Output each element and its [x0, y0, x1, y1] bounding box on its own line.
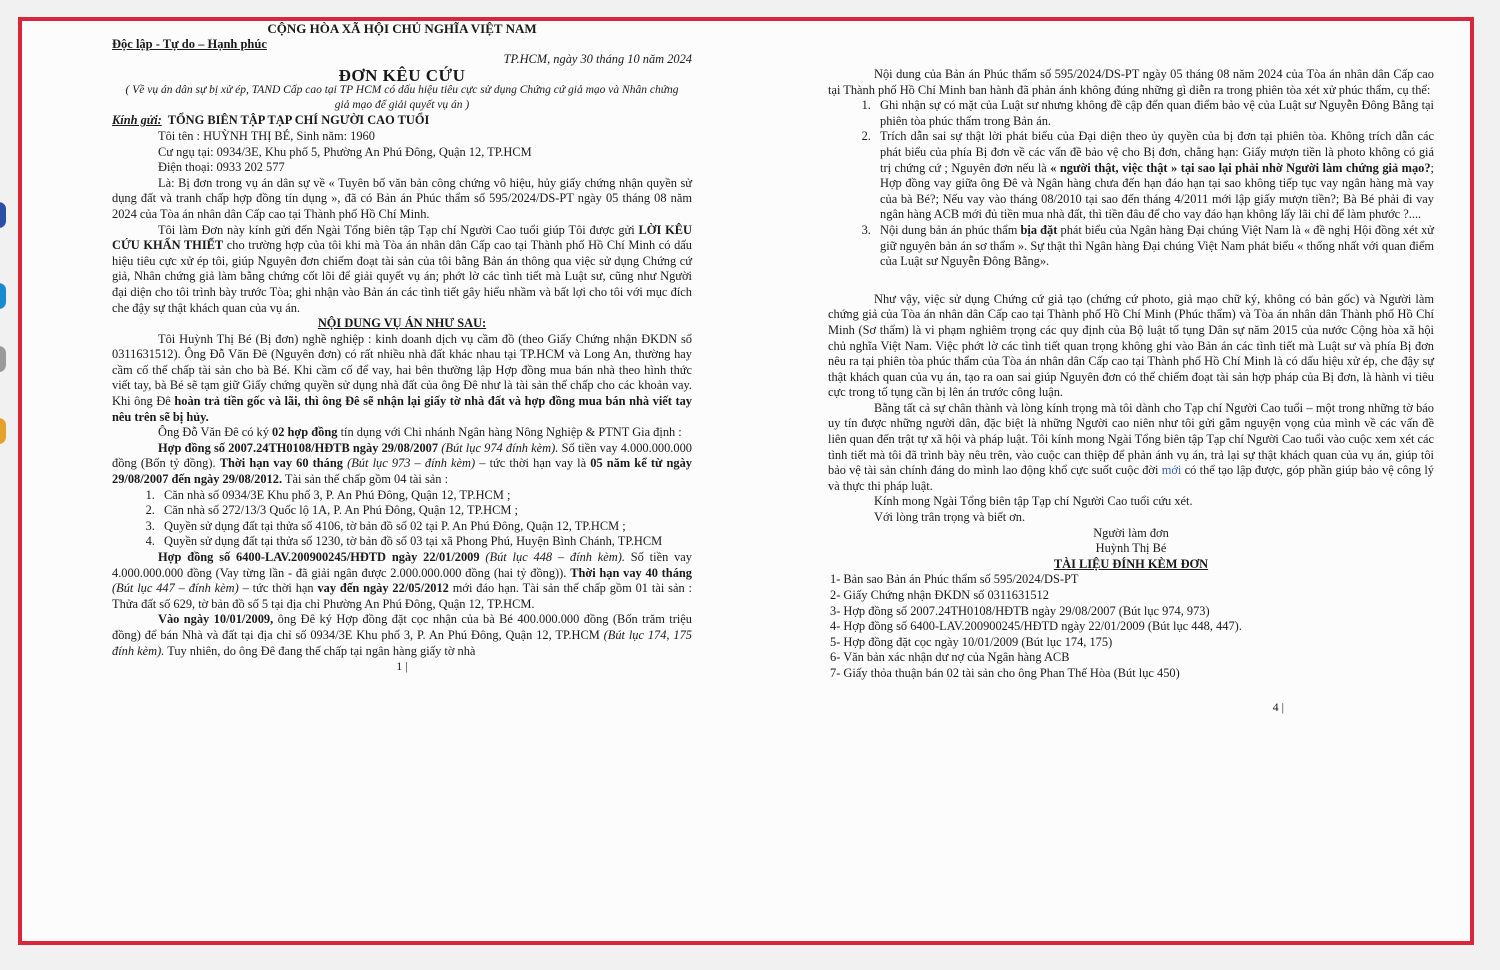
contract-1-assets-intro: Tài sản thế chấp gồm 04 tài sản :	[284, 472, 449, 487]
page-number: 1 |	[396, 659, 408, 674]
contract-1-amount: Số tiền vay 4.000.000.000 đồng (Bốn tỷ đồng).	[112, 440, 692, 471]
paragraph-4-text-a: Ông Đỗ Văn Đê có ký	[158, 425, 269, 440]
paragraph-4	[112, 425, 692, 441]
side-dot-blue	[0, 202, 6, 228]
issue-3-text-c: phát biểu của Ngân hàng Đại chúng Việt Nam là « đề nghị Hội đồng xét xử giữ nguyên bản án sơ thẩm ». Sự thật thì Ngân hàng Đại chúng Việt Nam phát biểu « thống nhất với quan điểm của Luật sư Nguyễn Đông Bằng».	[880, 222, 1434, 269]
recipient-label: Kính gửi:	[112, 113, 162, 128]
deposit-date: Vào ngày 10/01/2009,	[158, 612, 274, 627]
attachment-item: 6- Văn bản xác nhận dư nợ của Ngân hàng ACB	[830, 650, 1070, 665]
contract-1-period: 05 năm kể từ ngày 29/08/2007 đến ngày 29/08/2012.	[112, 456, 692, 487]
attachment-item: 2- Giấy Chứng nhận ĐKDN số 0311631512	[830, 588, 1049, 602]
issue-item	[874, 129, 1434, 223]
contract-2-term: Thời hạn vay 40 tháng	[570, 565, 692, 580]
attachment-item: 7- Giấy thỏa thuận bán 02 tài sản cho ông Phan Thế Hòa (Bút lục 450)	[830, 665, 1180, 680]
paragraph-2-text-c: cho trường hợp của tôi khi mà Tòa án nhân dân Cấp cao tại Thành phố Hồ Chí Minh có dấu hiệu tiêu cực xử ép tôi, giúp Nguyên đơn chiếm đoạt tài sản của tôi bằng Bản án thông qua việc sử dụng Chứng cứ giả, Nhân chứng giả làm bằng chứng cốt lõi để giải quyết vụ án; phớt lờ các tình tiết mà Luật sư, cũng như Người đại diện cho tôi trình bày trước Tòa; ghi nhận vào Bản án các tình tiết gây hiểu nhầm và bất lợi cho tôi với mục đích che đậy sự thật khách quan của vụ án.	[112, 238, 692, 315]
attachment-item: 1- Bản sao Bản án Phúc thẩm số 595/2024/DS-PT	[830, 572, 1079, 587]
document-title: ĐƠN KÊU CỨU	[338, 65, 466, 85]
paragraph-3-emphasis: hoàn trả tiền gốc và lãi, thì ông Đê sẽ nhận lại giấy tờ nhà đất và hợp đồng mua bán nhà viết tay nêu trên sẽ bị hủy.	[112, 394, 692, 424]
name-line: Tôi tên : HUỲNH THỊ BÉ, Sinh năm: 1960	[158, 128, 375, 143]
attachment-item: 5- Hợp đồng đặt cọc ngày 10/01/2009 (Bút lục 174, 175)	[830, 634, 1113, 649]
page-1	[112, 21, 692, 675]
contract-2	[112, 550, 692, 612]
request-text-a: Bằng tất cả sự chân thành và lòng kính trọng mà tôi dành cho Tạp chí Người Cao tuổi – một trong những tờ báo uy tín được những người dân, đặc biệt là những Người cao niên như tôi gửi gắm nguyện vọng của mình về các vấn đề liên quan đến trật tự xã hội và pháp luật. Tôi kính mong Ngài Tổng biên tập Tạp chí Người Cao tuổi vào cuộc xem xét các tình tiết mà tôi đã trình bày nêu trên, vào cuộc can thiệp để phản ánh vụ án, trả lại sự thật khách quan của vụ án, giúp tôi bảo vệ tài sản chính đáng do mình lao động khổ cực suốt cuộc đời	[828, 400, 1434, 478]
asset-item: 4. Quyền sử dụng đất tại thửa số 1230, tờ bản đồ số 03 tại xã Phong Phú, Huyện Bình Chánh, TP.HCM	[158, 534, 692, 550]
document-subtitle: ( Về vụ án dân sự bị xử ép, TAND Cấp cao tại TP HCM có dấu hiệu tiêu cực sử dụng Chứng cứ giả mạo và Nhân chứng giả mạo để giải quyết vụ án )	[125, 84, 679, 112]
paragraph-3-text: Tôi Huỳnh Thị Bé (Bị đơn) nghề nghiệp : kinh doanh dịch vụ cầm đồ (theo Giấy Chứng nhận ĐKDN số 0311631512). Ông Đỗ Văn Đê (Nguyên đơn) có rất nhiều nhà đất khác nhau tại TP.HCM và Long An, thường hay cầm cố thế chấp tài sản cho bà Bé. Khi cầm cố để vay, hai bên thường lập Hợp đồng mua bán nhà theo hình thức viết tay, bà Bé sẽ tạm giữ Giấy chứng quyền sử dụng nhà đất của ông Đê như là tài sản thế chấp cho các khoản vay. Khi ông Đê	[112, 331, 692, 409]
contract-2-period: vay đến ngày 22/05/2012	[317, 581, 449, 596]
assets-list	[112, 488, 692, 550]
closing-line-2: Với lòng trân trọng và biết ơn.	[874, 510, 1026, 525]
deposit-ref: (Bút lục 174, 175 đính kèm).	[112, 627, 692, 658]
asset-item: 2. Căn nhà số 272/13/3 Quốc lộ 1A, P. An Phú Đông, Quận 12, TP.HCM ;	[158, 503, 692, 519]
attachments-title: TÀI LIỆU ĐÍNH KÈM ĐƠN	[1053, 556, 1209, 571]
contract-2-details: mới đáo hạn. Tài sản thế chấp gồm 01 tài sản : Thửa đất số 629, tờ bản đồ số 5 tại địa chỉ Phường An Phú Đông, Quận 12, TP.HCM.	[112, 581, 692, 611]
contract-1-text: – tức thời hạn vay là	[479, 456, 587, 471]
page-4	[828, 67, 1434, 715]
contract-2-term-ref: (Bút lục 447 – đính kèm)	[112, 581, 239, 596]
address-line: Cư ngụ tại: 0934/3E, Khu phố 5, Phường An Phú Đông, Quận 12, TP.HCM	[158, 144, 532, 159]
side-dot-orange	[0, 418, 6, 444]
document-frame	[18, 17, 1474, 945]
issue-3-emphasis: bịa đặt	[1020, 222, 1058, 237]
phone-line: Điện thoại: 0933 202 577	[158, 160, 285, 175]
paragraph-1: Là: Bị đơn trong vụ án dân sự về « Tuyên bố văn bản công chứng vô hiệu, hủy giấy chứng nhận quyền sử dụng đất và tranh chấp hợp đồng tín dụng », đã có Bản án Phúc thẩm số 595/2024/DS-PT ngày 05 tháng 08 năm 2024 của Tòa án nhân dân Cấp cao tại Thành phố Hồ Chí Minh.	[112, 175, 692, 221]
request-paragraph	[828, 401, 1434, 495]
deposit-paragraph	[112, 612, 692, 659]
paragraph-2-emphasis: LỜI KÊU CỨU KHẨN THIẾT	[112, 222, 692, 253]
issue-2-text-a: Trích dẫn sai sự thật lời phát biểu của Đại diện theo ủy quyền của bị đơn tại phiên tòa. Không trích dẫn các phát biểu của phía Bị đơn về các vấn đề bảo vệ cho Bị đơn, chẳng hạn: Giấy mượn tiền là photo không có giá trị chứng cứ ; Nguyên đơn nếu là	[880, 129, 1434, 175]
nation-header: CỘNG HÒA XÃ HỘI CHỦ NGHĨA VIỆT NAM	[267, 21, 537, 36]
deposit-text: ông Đê ký Hợp đồng đặt cọc nhận của bà Bé 400.000.000 đồng (Bốn trăm triệu đồng) để bán Nhà và đất tại địa chỉ số 0934/3E Khu phố 3, P. An Phú Đông, Quận 12, TP.HCM	[112, 612, 692, 642]
request-highlight: mới	[1161, 463, 1182, 478]
asset-item: 3. Quyền sử dụng đất tại thửa số 4106, tờ bản đồ số 02 tại P. An Phú Đông, Quận 12, TP.HCM ;	[158, 519, 692, 535]
closing-line-1: Kính mong Ngài Tổng biên tập Tạp chí Người Cao tuổi cứu xét.	[874, 494, 1193, 509]
signer-label: Người làm đơn	[1093, 525, 1169, 540]
issue-2-emphasis: « người thật, việc thật » tại sao lại phải nhờ Người làm chứng giả mạo?	[1050, 160, 1431, 175]
contract-2-title: Hợp đồng số 6400-LAV.200900245/HĐTD ngày 22/01/2009	[158, 550, 480, 564]
paragraph-4-emphasis: 02 hợp đồng	[272, 425, 338, 440]
conclusion-paragraph: Như vậy, việc sử dụng Chứng cứ giả tạo (chứng cứ photo, giả mạo chữ ký, không có bản gốc) và Người làm chứng giả của Tòa án nhân dân Cấp cao tại Thành phố Hồ Chí Minh (Phúc thẩm) và Tòa án nhân dân Thành phố Hồ Chí Minh (Sơ thẩm) là vi phạm nghiêm trọng các quy định của Bộ luật tố tụng Dân sự năm 2015 của nước Cộng hòa xã hội chủ nghĩa Việt Nam. Việc phớt lờ các tình tiết quan trọng không ghi vào Bản án các tình tiết mà Luật sư và phía Bị đơn nêu ra tại phiên tòa phúc thẩm của Tòa án nhân dân Cấp cao tại Thành phố Hồ Chí Minh là có dấu hiệu xử ép, che đậy sự thật khách quan của vụ án, tạo ra oan sai giúp Nguyên đơn có thể chiếm đoạt tài sản hợp pháp của Bị đơn, là hành vi tiêu cực trong tố tụng cần bị lên án trước công luận.	[828, 291, 1434, 400]
intro-paragraph: Nội dung của Bản án Phúc thẩm số 595/2024/DS-PT ngày 05 tháng 08 năm 2024 của Tòa án nhân dân Cấp cao tại Thành phố Hồ Chí Minh ban hành đã phản ánh không đúng những gì diễn ra trong phiên tòa xét xử phúc thẩm, cụ thể:	[828, 67, 1434, 97]
paragraph-2	[112, 223, 692, 317]
motto: Độc lập - Tự do – Hạnh phúc	[112, 36, 267, 51]
issue-2-text-c: ; Hợp đồng vay giữa ông Đê và Ngân hàng chưa đến hạn đáo hạn tại sao không tiếp tục vay ngân hàng mà vay của bà Bé?; Nếu vay vào tháng 08/2010 tại sao đến tháng 4/2011 mới lập giấy mượn tiền?; Bà Bé phải đi vay ngân hàng ACB mới đủ tiền mua nhà đất, thì tiền đâu để cho vay đáo hạn không lấy lãi chỉ để làm phước ?....	[880, 160, 1434, 222]
dateline: TP.HCM, ngày 30 tháng 10 năm 2024	[503, 52, 692, 67]
recipient	[112, 113, 692, 129]
deposit-continue: Tuy nhiên, do ông Đê đang thế chấp tại ngân hàng giấy tờ nhà	[167, 643, 476, 658]
signer-name: Huỳnh Thị Bé	[1095, 541, 1167, 556]
recipient-name: TỔNG BIÊN TẬP TẠP CHÍ NGƯỜI CAO TUỔI	[167, 113, 430, 128]
contract-2-ref: (Bút lục 448 – đính kèm).	[485, 550, 625, 564]
asset-item: 1. Căn nhà số 0934/3E Khu phố 3, P. An Phú Đông, Quận 12, TP.HCM ;	[158, 488, 692, 504]
page-number: 4 |	[1272, 699, 1284, 714]
paragraph-3	[112, 332, 692, 426]
contract-2-amount: Số tiền vay 4.000.000.000 đồng (Vay từng lần - đã giải ngân được 2.000.000.000 đồng (hai tỷ đồng)).	[112, 550, 692, 580]
contract-1-term-ref: (Bút lục 973 – đính kèm)	[347, 456, 476, 471]
paragraph-4-text-c: tín dụng với Chi nhánh Ngân hàng Nông Nghiệp & PTNT Gia định :	[340, 425, 682, 440]
side-dot-gray	[0, 346, 6, 372]
contract-1-ref: (Bút lục 974 đính kèm).	[441, 440, 559, 455]
paragraph-2-text-a: Tôi làm Đơn này kính gửi đến Ngài Tổng biên tập Tạp chí Người Cao tuổi giúp Tôi được gửi	[158, 222, 635, 237]
contract-1-title: Hợp đồng số 2007.24TH0108/HĐTB ngày 29/08/2007	[158, 440, 439, 455]
issue-item: 1. Ghi nhận sự có mặt của Luật sư nhưng không đề cập đến quan điểm bảo vệ của Luật sư Nguyễn Đông Bằng tại phiên tòa phúc thẩm trong Bản án.	[874, 98, 1434, 129]
contract-1	[112, 441, 692, 488]
attachments-list	[828, 572, 1434, 681]
issues-list	[828, 98, 1434, 270]
attachment-item: 4- Hợp đồng số 6400-LAV.200900245/HĐTD ngày 22/01/2009 (Bút lục 448, 447).	[830, 619, 1242, 634]
contract-1-term: Thời hạn vay 60 tháng	[219, 456, 343, 471]
side-dot-cyan	[0, 283, 6, 309]
issue-3-text-a: Nội dung bản án phúc thẩm	[880, 222, 1018, 237]
attachment-item: 3- Hợp đồng số 2007.24TH0108/HĐTB ngày 29/08/2007 (Bút lục 974, 973)	[830, 603, 1210, 618]
section-heading: NỘI DUNG VỤ ÁN NHƯ SAU:	[317, 316, 487, 331]
request-text-c: có thể tạo lập được, góp phần giúp bảo vệ công lý và thực thi pháp luật.	[828, 463, 1434, 493]
contract-2-text: – tức thời hạn	[242, 581, 314, 596]
issue-item	[874, 223, 1434, 270]
